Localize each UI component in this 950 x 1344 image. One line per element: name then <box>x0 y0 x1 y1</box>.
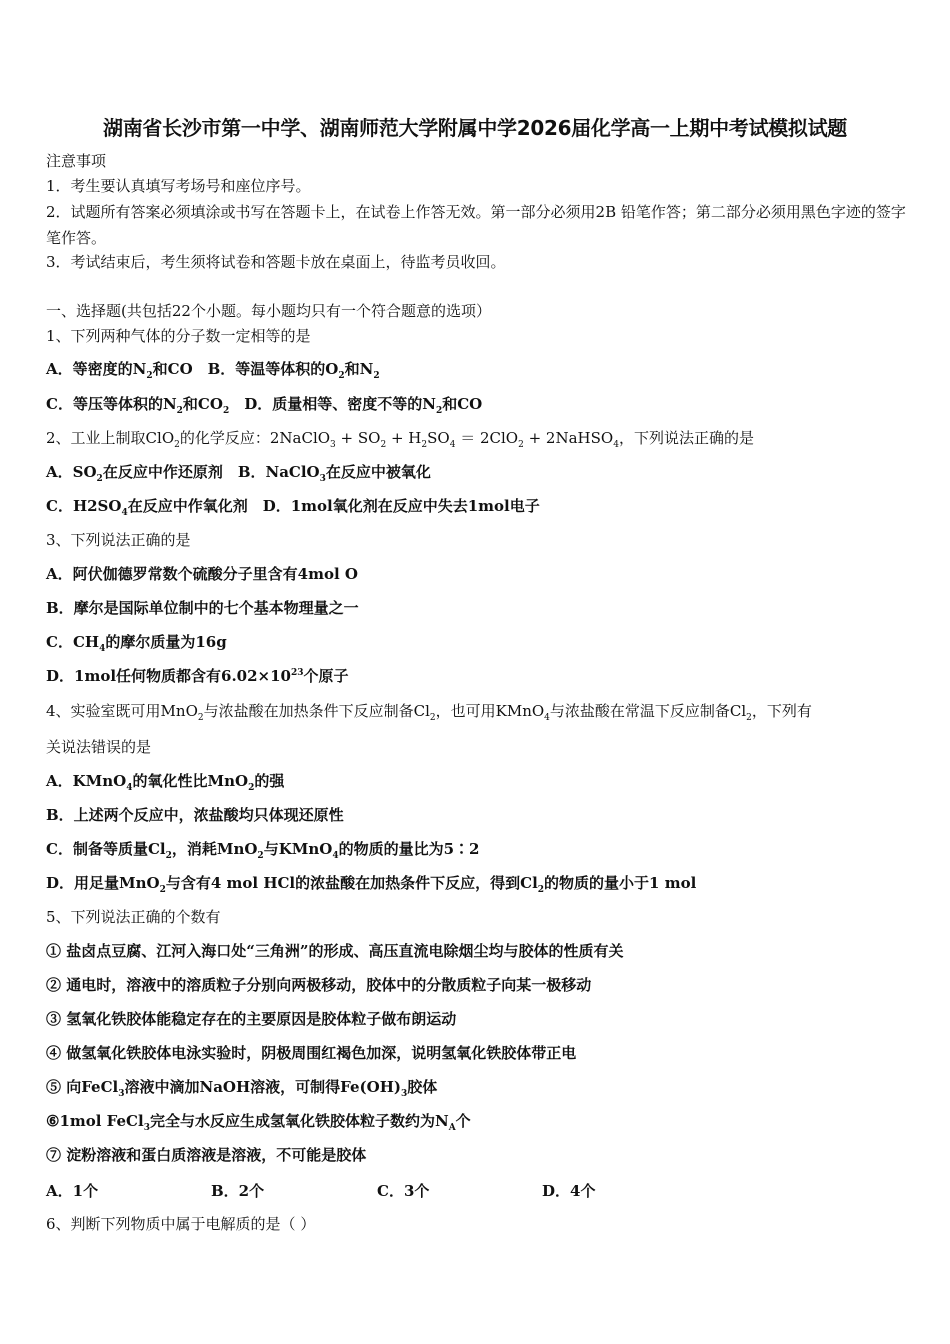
notice-item-1: 1．考生要认真填写考场号和座位序号。 <box>46 177 311 195</box>
notice-item-3: 3．考试结束后，考生须将试卷和答题卡放在桌面上，待监考员收回。 <box>46 253 506 271</box>
question-5-item-1: ① 盐卤点豆腐、江河入海口处“三角洲”的形成、高压直流电除烟尘均与胶体的性质有关 <box>46 942 624 960</box>
notice-item-2: 2．试题所有答案必须填涂或书写在答题卡上，在试卷上作答无效。第一部分必须用2B 铅笔作答；第二部分必须用黑色字迹的签字笔作答。 <box>46 203 906 247</box>
question-1-options-cd: C．等压等体积的$N_2$和$CO_2$ D．质量相等、密度不等的$N_2$和CO <box>46 395 483 416</box>
question-4-stem-cont: 关说法错误的是 <box>46 738 152 756</box>
question-5-item-2: ② 通电时，溶液中的溶质粒子分别向两极移动，胶体中的分散质粒子向某一极移动 <box>46 976 592 994</box>
section-heading: 一、选择题(共包括22个小题。每小题均只有一个符合题意的选项） <box>46 302 491 320</box>
question-5-option-a: A．1个 <box>46 1182 99 1200</box>
exam-title: 湖南省长沙市第一中学、湖南师范大学附属中学2026届化学高一上期中考试模拟试题 <box>103 116 847 140</box>
question-5-item-5: ⑤ 向FeCl$_3$溶液中滴加NaOH溶液，可制得$Fe(OH)_3$胶体 <box>46 1078 438 1099</box>
question-4-option-d: D．用足量MnO$_2$与含有4 mol HCl的浓盐酸在加热条件下反应，得到$Cl_2$的物质的量小于1 mol <box>46 874 697 895</box>
question-5-item-4: ④ 做氢氧化铁胶体电泳实验时，阴极周围红褐色加深，说明氢氧化铁胶体带正电 <box>46 1044 577 1062</box>
question-2-stem: 2、工业上制取ClO$_2$的化学反应：2NaClO$_3$ + $SO_2 + H_2SO_4 = 2ClO_2$ + 2NaHSO$_4$，下列说法正确的是 <box>46 429 754 450</box>
question-1-options-ab: A．等密度的$N_2$和CO B．等温等体积的$O_2$和$N_2$ <box>46 360 380 381</box>
question-4-option-a: A．KMnO$_4$的氧化性比MnO$_2$的强 <box>46 772 285 793</box>
question-5-item-3: ③ 氢氧化铁胶体能稳定存在的主要原因是胶体粒子做布朗运动 <box>46 1010 457 1028</box>
question-1-stem: 1、下列两种气体的分子数一定相等的是 <box>46 327 311 345</box>
question-5-item-6: ⑥1mol FeCl$_3$完全与水反应生成氢氧化铁胶体粒子数约为$N_A$个 <box>46 1112 471 1133</box>
question-4-option-c: C．制备等质量$Cl_2$，消耗MnO$_2$与KMnO$_4$的物质的量比为5∶2 <box>46 840 480 861</box>
question-5-option-b: B．2个 <box>211 1182 265 1200</box>
question-3-option-b: B．摩尔是国际单位制中的七个基本物理量之一 <box>46 599 359 617</box>
question-5-stem: 5、下列说法正确的个数有 <box>46 908 221 926</box>
question-2-options-cd: C．$H2SO_4$在反应中作氧化剂 D．1mol氧化剂在反应中失去1mol电子 <box>46 497 540 518</box>
question-6-stem: 6、判断下列物质中属于电解质的是（ ） <box>46 1215 316 1233</box>
question-5-option-d: D．4个 <box>542 1182 596 1200</box>
question-3-option-d: D．1mol任何物质都含有$6.02\times 10^{23}$个原子 <box>46 667 349 685</box>
notice-heading: 注意事项 <box>46 152 107 170</box>
question-2-options-ab: A．$SO_2$在反应中作还原剂 B．NaClO$_3$在反应中被氧化 <box>46 463 431 484</box>
question-5-option-c: C．3个 <box>377 1182 430 1200</box>
question-3-stem: 3、下列说法正确的是 <box>46 531 191 549</box>
question-4-stem: 4、实验室既可用MnO$_2$与浓盐酸在加热条件下反应制备$Cl_2$，也可用KMnO$_4$与浓盐酸在常温下反应制备$Cl_2$，下列有 <box>46 702 812 723</box>
question-5-item-7: ⑦ 淀粉溶液和蛋白质溶液是溶液，不可能是胶体 <box>46 1146 367 1164</box>
question-3-option-c: C．$CH_4$的摩尔质量为16g <box>46 633 227 654</box>
question-3-option-a: A．阿伏伽德罗常数个硫酸分子里含有4mol O <box>46 565 358 583</box>
question-4-option-b: B．上述两个反应中，浓盐酸均只体现还原性 <box>46 806 344 824</box>
